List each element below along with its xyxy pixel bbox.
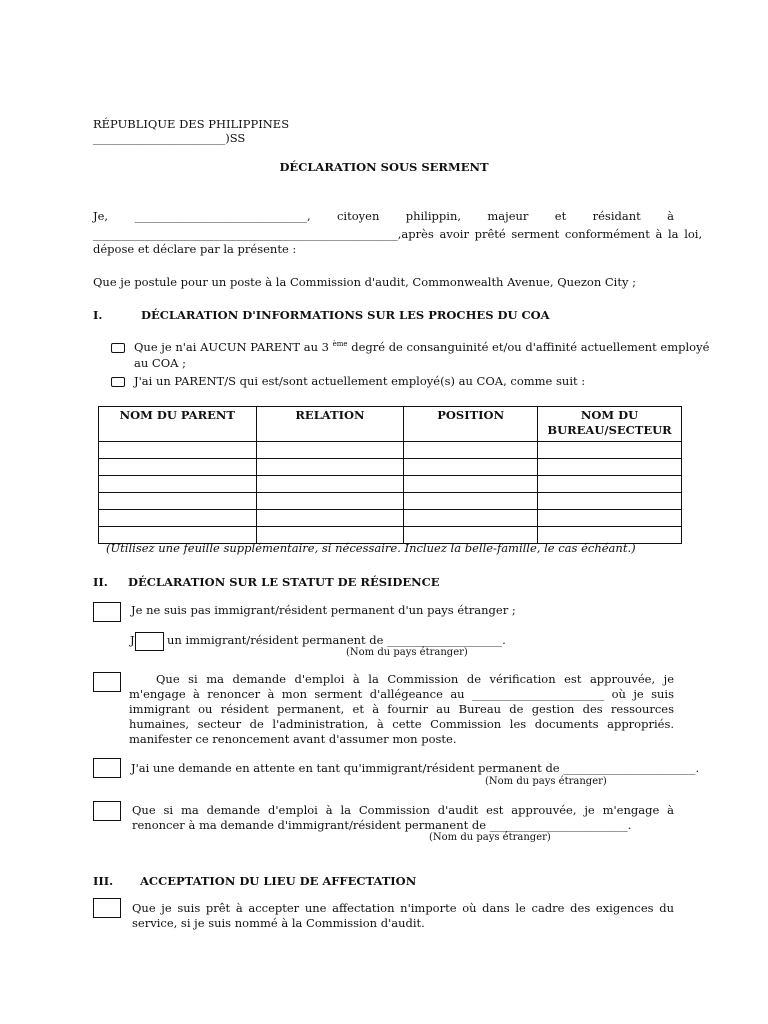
table-cell[interactable] <box>99 493 257 510</box>
table-row <box>99 510 682 527</box>
immigrant-checkbox[interactable] <box>135 632 164 651</box>
table-cell[interactable] <box>256 459 404 476</box>
table-cell[interactable] <box>99 510 257 527</box>
country-label: (Nom du pays étranger) <box>346 647 468 658</box>
has-relative-checkbox[interactable] <box>111 377 125 387</box>
table-cell[interactable] <box>99 459 257 476</box>
table-cell[interactable] <box>404 493 538 510</box>
intro-word: philippin, <box>405 209 461 223</box>
immigrant-text: un immigrant/résident permanent de ____________________. <box>167 633 506 647</box>
table-row <box>99 476 682 493</box>
column-header-line: BUREAU/SECTEUR <box>547 423 672 437</box>
intro-word: majeur <box>487 209 529 223</box>
table-row <box>99 442 682 459</box>
no-relative-text <box>134 340 709 354</box>
document-title: DÉCLARATION SOUS SERMENT <box>279 160 489 174</box>
country-label: (Nom du pays étranger) <box>429 832 551 843</box>
table-cell[interactable] <box>404 510 538 527</box>
application-statement: Que je postule pour un poste à la Commission d'audit, Commonwealth Avenue, Quezon City ; <box>93 275 637 289</box>
renounce-application-text: Que si ma demande d'emploi à la Commission d'audit est approuvée, je m'engage à renoncer à ma demande d'immigrant/résident permanent de ________________________. <box>132 803 674 832</box>
column-header <box>538 407 682 442</box>
no-relative-text-c: au COA ; <box>134 356 186 370</box>
section-3-number: III. <box>93 874 114 888</box>
has-relative-text: J'ai un PARENT/S qui est/sont actuellement employé(s) au COA, comme suit : <box>134 374 586 388</box>
column-header: RELATION <box>256 407 404 442</box>
no-relative-text-b: degré de consanguinité et/ou d'affinité actuellement employé <box>351 340 710 354</box>
renounce-application-checkbox[interactable] <box>93 801 121 821</box>
no-relative-text-a: Que je n'ai AUCUN PARENT au 3 <box>134 340 329 354</box>
intro-oath-text: après avoir prêté serment conformément à la loi, <box>401 227 703 241</box>
accept-assignment-text: Que je suis prêt à accepter une affectation n'importe où dans le cadre des exigences du service, si je suis nommé à la Commission d'audit. <box>132 901 674 930</box>
table-cell[interactable] <box>538 493 682 510</box>
table-cell[interactable] <box>256 476 404 493</box>
intro-word: à <box>667 209 674 223</box>
ss-line: _______________________)SS <box>93 131 246 145</box>
column-header-line: NOM DU <box>580 408 639 422</box>
column-header: NOM DU PARENT <box>99 407 257 442</box>
immigrant-prefix: J <box>130 633 135 647</box>
table-cell[interactable] <box>256 510 404 527</box>
section-2-title: DÉCLARATION SUR LE STATUT DE RÉSIDENCE <box>128 575 440 589</box>
section-1-number: I. <box>93 308 103 322</box>
section-1-title: DÉCLARATION D'INFORMATIONS SUR LES PROCHES DU COA <box>141 308 550 322</box>
address-blank[interactable]: _____________________________________________________, <box>93 227 402 241</box>
country-label: (Nom du pays étranger) <box>485 776 607 787</box>
section-3-title: ACCEPTATION DU LIEU DE AFFECTATION <box>140 874 417 888</box>
table-cell[interactable] <box>99 476 257 493</box>
not-immigrant-text: Je ne suis pas immigrant/résident permanent d'un pays étranger ; <box>131 603 516 617</box>
intro-line-3: dépose et déclare par la présente : <box>93 242 297 256</box>
table-cell[interactable] <box>538 442 682 459</box>
renounce-allegiance-checkbox[interactable] <box>93 672 121 692</box>
table-cell[interactable] <box>404 459 538 476</box>
intro-je: Je, <box>93 209 109 223</box>
intro-word: citoyen <box>336 209 380 223</box>
column-header: POSITION <box>404 407 538 442</box>
table-cell[interactable] <box>404 442 538 459</box>
intro-line-1 <box>93 209 674 223</box>
not-immigrant-checkbox[interactable] <box>93 602 121 622</box>
table-cell[interactable] <box>538 476 682 493</box>
pending-application-checkbox[interactable] <box>93 758 121 778</box>
intro-word: et <box>554 209 567 223</box>
table-cell[interactable] <box>404 476 538 493</box>
pending-application-text: J'ai une demande en attente en tant qu'immigrant/résident permanent de _______________________. <box>131 761 700 775</box>
table-cell[interactable] <box>538 459 682 476</box>
table-cell[interactable] <box>256 442 404 459</box>
intro-word: résidant <box>592 209 641 223</box>
table-cell[interactable] <box>256 493 404 510</box>
table-cell[interactable] <box>538 510 682 527</box>
table-note: (Utilisez une feuille supplémentaire, si nécessaire. Incluez la belle-famille, le cas échéant.) <box>106 541 636 555</box>
table-row <box>99 493 682 510</box>
table-row <box>99 459 682 476</box>
renounce-allegiance-text: Que si ma demande d'emploi à la Commission de vérification est approuvée, je m'engage à renoncer à mon serment d'allégeance au _______________________ où je suis immigrant ou résident permanent, et à fournir au Bureau de gestion des ressources humaines, secteur de l'administration, à cette Commission les documents appropriés. manifester ce renoncement avant d'assumer mon poste. <box>129 672 674 746</box>
relatives-table <box>98 406 682 544</box>
section-2-number: II. <box>93 575 108 589</box>
republic-heading: RÉPUBLIQUE DES PHILIPPINES <box>93 117 290 131</box>
intro-line-2 <box>93 227 703 241</box>
superscript: ème <box>332 340 348 348</box>
table-header-row <box>99 407 682 442</box>
no-relative-checkbox[interactable] <box>111 343 125 353</box>
table-cell[interactable] <box>99 442 257 459</box>
name-blank[interactable]: ______________________________, <box>134 209 311 223</box>
accept-assignment-checkbox[interactable] <box>93 898 121 918</box>
